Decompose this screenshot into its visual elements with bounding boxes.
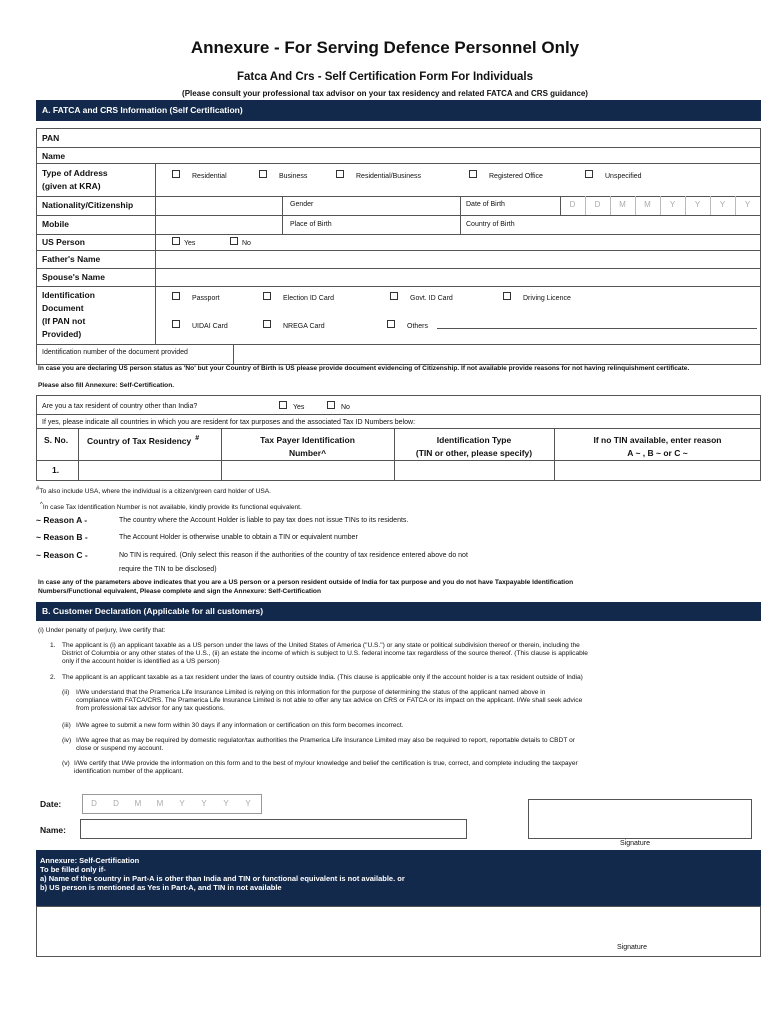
date-cell[interactable]: M [156,799,164,808]
annexure-signature-label: Signature [617,944,647,951]
reason-c-label: ~ Reason C - [36,550,88,560]
option-label: Yes [293,404,305,411]
checkbox[interactable] [503,292,511,300]
checkbox[interactable] [259,170,267,178]
reason-a-text: The country where the Account Holder is liable to pay tax does not issue TINs to its residents. [119,517,409,524]
option-label: Business [279,173,308,180]
option-label: Others [407,323,429,330]
clause-v-line: identification number of the applicant. [74,768,184,775]
section-a-header [36,100,761,121]
us-person-note: In case you are declaring US person status as 'No' but your Country of Birth is US please provide document evidencing of Citizenship. If not available provide reasons for not having relinquishment certificate. [38,365,690,372]
date-cell[interactable]: Y [201,799,207,808]
id-option-govt[interactable] [390,292,453,302]
pan-label: PAN [42,133,60,143]
dob-label: Date of Birth [466,201,505,208]
date-cell[interactable]: M [134,799,142,808]
clause-ii-line: I/We understand that the Pramerica Life Insurance Limited is relying on this information for the purpose of determining the status of the applicant named above in [76,689,546,696]
dob-cell[interactable]: Y [669,200,676,209]
tax-resident-no[interactable] [327,401,350,411]
annexure-title: Annexure: Self-Certification [40,856,140,865]
mobile-label: Mobile [42,219,69,229]
declaration-name-field[interactable] [80,819,467,839]
checkbox[interactable] [263,320,271,328]
option-label: Residential/Business [356,173,421,180]
checkbox[interactable] [263,292,271,300]
father-name-label: Father's Name [42,254,101,264]
annexure-line: To be filled only if- [40,865,106,874]
clause-iv-line: close or suspend my account. [76,745,164,752]
id-number-label: Identification number of the document provided [42,349,188,356]
th-sno: S. No. [44,435,69,445]
clause-ii-line: from professional tax advisor for any tax questions. [76,705,225,712]
th-id-type-2: (TIN or other, please specify) [415,448,533,458]
clause-1 [62,642,762,666]
if-yes-instructions: If yes, please indicate all countries in which you are resident for tax purposes and the associated Tax ID Numbers below: [42,419,416,426]
hash-marker: # [36,486,40,492]
clause-1-line: only if the account holder is identified as a US person) [62,658,220,665]
footnote-hash [36,485,271,496]
us-person-no[interactable] [230,237,251,247]
id-doc-label-line: Provided) [42,329,82,339]
checkbox[interactable] [172,237,180,245]
checkbox[interactable] [327,401,335,409]
option-label: NREGA Card [283,323,325,330]
id-option-others[interactable] [387,320,428,330]
nationality-label: Nationality/Citizenship [42,200,134,210]
dob-cell[interactable]: D [594,200,601,209]
date-cell[interactable]: Y [223,799,229,808]
clause-iv-num: (iv) [62,737,72,744]
hash-marker: # [195,435,200,442]
address-option-residential[interactable] [172,170,227,180]
th-reason-2: A ~ , B ~ or C ~ [627,448,688,458]
clause-iv [76,737,762,753]
declaration-signature-box[interactable] [528,799,752,839]
footnote-hash-text: To also include USA, where the individual is a citizen/green card holder of USA. [39,488,271,496]
clause-1-line: The applicant is (i) an applicant taxable as a US person under the laws of the United States of America ("U.S.") or any state or political subdivision thereof or therein, including the [62,642,580,649]
checkbox[interactable] [390,292,398,300]
date-cell[interactable]: Y [245,799,251,808]
us-person-yes[interactable] [172,237,195,247]
dob-cell[interactable]: D [569,200,576,209]
checkbox[interactable] [336,170,344,178]
us-person-label: US Person [42,237,85,247]
date-cell[interactable]: D [113,799,119,808]
name-field[interactable] [90,149,758,162]
id-option-election[interactable] [263,292,334,302]
dob-cell[interactable]: Y [694,200,701,209]
clause-ii-num: (ii) [62,689,70,696]
th-tin: Tax Payer Identification [260,435,355,445]
date-cell[interactable]: D [91,799,97,808]
th-reason: If no TIN available, enter reason [593,435,722,445]
id-option-passport[interactable] [172,292,220,302]
checkbox[interactable] [172,320,180,328]
date-cell[interactable]: Y [179,799,185,808]
parameters-note: In case any of the parameters above indicates that you are a US person or a person resident outside of India for tax purpose and you do not have Taxpayable Identification [38,579,574,586]
name-label-declaration: Name: [40,825,66,835]
th-tin-2: Number^ [288,448,327,458]
annexure-line: a) Name of the country in Part-A is other than India and TIN or functional equivalent is not available. or [40,874,405,883]
section-a-title: A. FATCA and CRS Information (Self Certification) [42,105,243,115]
option-label: Residential [192,173,227,180]
pan-field[interactable] [90,130,758,145]
clause-1-line: District of Columbia or any other states of the U.S., (ii) an estate the income of which is subject to U.S. federal income tax regardless of the source thereof. (This clause is applicable [62,650,588,657]
address-type-label: Type of Address [42,168,108,178]
page-title: Annexure - For Serving Defence Personnel Only [190,38,580,57]
option-label: UIDAI Card [192,323,228,330]
row1-idtype-field[interactable] [396,462,553,480]
date-label: Date: [40,799,62,809]
checkbox[interactable] [172,170,180,178]
consult-note: (Please consult your professional tax advisor on your tax residency and related FATCA and CRS guidance) [182,89,588,98]
id-doc-label-line: Document [42,303,84,313]
dob-cell[interactable]: M [644,200,651,209]
clause-v-line: I/We certify that I/We provide the information on this form and to the best of my/our knowledge and belief the certification is true, correct, and complete including the taxpayer [74,760,578,767]
caret-marker: ^ [40,502,43,508]
th-country [87,435,199,446]
parameters-note-2: Numbers/Functional equivalent, Please complete and sign the Annexure: Self-Certification [38,588,321,595]
tax-resident-yes[interactable] [279,401,304,411]
option-label: Registered Office [489,173,543,180]
us-person-note-2: Please also fill Annexure: Self-Certification. [38,382,175,389]
th-id-type: Identification Type [436,435,512,445]
address-type-sublabel: (given at KRA) [42,181,101,191]
address-option-registered-office[interactable] [469,170,543,180]
id-number-field[interactable] [235,345,760,364]
id-doc-label-line: Identification [42,290,95,300]
id-option-nrega[interactable] [263,320,325,330]
footnote-caret-text: In case Tax Identification Number is not available, kindly provide its functional equivalent. [42,504,302,512]
reason-b-label: ~ Reason B - [36,532,88,542]
spouse-name-label: Spouse's Name [42,272,105,282]
address-option-business[interactable] [259,170,307,180]
option-label: Yes [184,240,196,247]
annexure-line: b) US person is mentioned as Yes in Part-A, and TIN in not available [40,883,282,892]
section-b-title: B. Customer Declaration (Applicable for all customers) [42,606,264,616]
row1-country-field[interactable] [80,462,220,480]
place-of-birth-label: Place of Birth [290,221,332,228]
dob-cell[interactable]: M [619,200,626,209]
option-label: Passport [192,295,220,302]
dob-cell[interactable]: Y [719,200,726,209]
name-label: Name [42,151,66,161]
gender-label: Gender [290,201,314,208]
id-option-uidai[interactable] [172,320,228,330]
checkbox[interactable] [585,170,593,178]
tax-resident-question: Are you a tax resident of country other than India? [42,403,198,410]
address-option-unspecified[interactable] [585,170,642,180]
checkbox[interactable] [387,320,395,328]
clause-iv-line: I/We agree that as may be required by domestic regulator/tax authorities the Pramerica Life Insurance Limited may also be required to report, reportable details to CBDT or [76,737,575,744]
country-of-birth-label: Country of Birth [466,221,515,228]
declaration-signature-label: Signature [620,840,650,847]
clause-v-num: (v) [62,760,70,767]
clause-2: The applicant is an applicant taxable as a tax resident under the laws of country outside India. (This clause is applicable only if the account holder is a tax resident outside of India) [62,674,583,681]
option-label: Govt. ID Card [410,295,453,302]
option-label: Unspecified [605,173,642,180]
reason-b-text: The Account Holder is otherwise unable to obtain a TIN or equivalent number [119,534,358,541]
option-label: No [242,240,251,247]
reason-a-label: ~ Reason A - [36,515,88,525]
clause-ii-line: compliance with FATCA/CRS. The Pramerica Life Insurance Limited is not able to offer any tax advice on CRS or FATCA or its impact on the applicant. I/We shall seek advice [76,697,583,704]
checkbox[interactable] [230,237,238,245]
option-label: No [341,404,350,411]
declaration-intro: (i) Under penalty of perjury, I/we certify that: [38,627,166,634]
section-b-header [36,602,761,621]
row1-tin-field[interactable] [223,462,393,480]
option-label: Driving Licence [523,295,571,302]
clause-1-num: 1. [50,642,56,649]
clause-2-num: 2. [50,674,56,681]
form-subtitle: Fatca And Crs - Self Certification Form For Individuals [236,71,534,83]
checkbox[interactable] [172,292,180,300]
id-option-driving[interactable] [503,292,571,302]
footnote-caret [40,501,302,512]
checkbox[interactable] [279,401,287,409]
address-option-residential-business[interactable] [336,170,421,180]
clause-iii-num: (iii) [62,722,71,729]
clause-v [74,760,762,776]
others-input-line[interactable] [437,328,757,329]
reason-c-text: No TIN is required. (Only select this reason if the authorities of the country of tax residence entered above do not [119,552,468,559]
checkbox[interactable] [469,170,477,178]
reason-c-text-2: require the TIN to be disclosed) [119,566,217,573]
annexure-header [36,850,761,906]
option-label: Election ID Card [283,295,334,302]
declaration-date-cells[interactable] [82,794,262,814]
dob-cell[interactable]: Y [744,200,751,209]
row1-reason-field[interactable] [556,462,759,480]
row-number: 1. [52,465,60,475]
clause-iii: I/We agree to submit a new form within 30 days if any information or certification on this form becomes incorrect. [76,722,404,729]
id-doc-label-line: (If PAN not [42,316,86,326]
clause-ii [76,689,762,713]
th-country-text: Country of Tax Residency [87,435,192,446]
annexure-box[interactable] [36,906,761,957]
